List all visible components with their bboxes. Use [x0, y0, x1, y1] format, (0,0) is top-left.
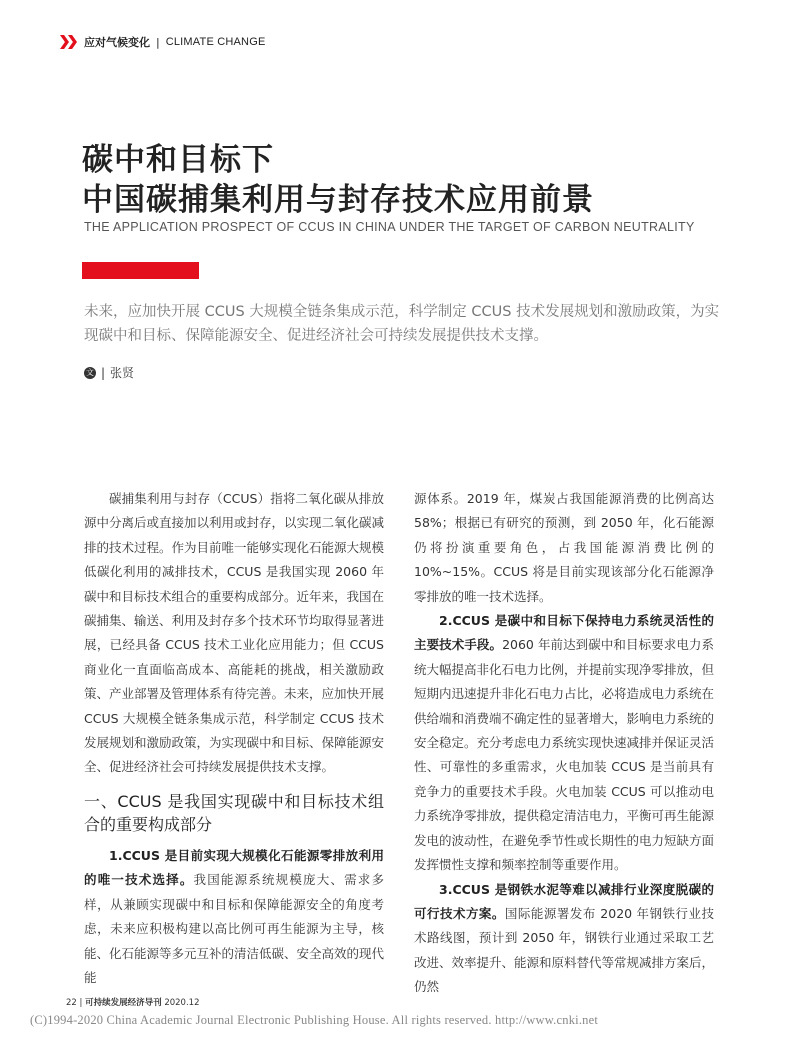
author-line: [84, 364, 134, 381]
author-name: 张贤: [110, 366, 135, 380]
section-name-cn: 应对气候变化: [84, 36, 150, 49]
section-heading-1: 一、CCUS 是我国实现碳中和目标技术组合的重要构成部分: [84, 791, 384, 834]
paragraph-lead: 1.CCUS 是目前实现大规模化石能源零排放利用的唯一技术选择。: [84, 847, 384, 888]
paragraph-lead: 3.CCUS 是钢铁水泥等难以减排行业深度脱碳的可行技术方案。: [414, 881, 714, 921]
journal-name: 可持续发展经济导刊: [85, 998, 162, 1008]
body-paragraph: [84, 844, 384, 990]
author-separator: |: [101, 365, 106, 380]
paragraph-text: 2060 年前达到碳中和目标要求电力系统大幅提高非化石电力比例，并提前实现净零排放，但短期内迅速提升非化石电力占比，必将造成电力系统在供给端和消费端不确定性的显著增大，影响电力系统的安全稳定。充分考虑电力系统实现快速减排并保证灵活性、可靠性的多重需求，火电加装 CCUS 是当前具有竞争力的重要技术手段。火电加装 CCUS 可以推动电力系统净零排放，提供稳定清洁电力，平衡可再生能源发电的波动性，在避免季节性或长期性的电力短缺方面发挥惯性支撑和频率控制等重要作用。: [414, 637, 715, 873]
section-separator: |: [156, 35, 160, 49]
copyright-notice: (C)1994-2020 China Academic Journal Electronic Publishing House. All rights reserved. http://www.cnki.net: [30, 1013, 599, 1027]
page-footer: [66, 996, 199, 1008]
paragraph-lead: 2.CCUS 是碳中和目标下保持电力系统灵活性的主要技术手段。: [414, 613, 714, 653]
article-title-line1: 碳中和目标下: [82, 142, 274, 178]
article-title-line2: 中国碳捕集利用与封存技术应用前景: [82, 182, 594, 218]
footer-separator: |: [79, 998, 83, 1008]
body-column-right: [414, 487, 714, 1000]
section-name-en: CLIMATE CHANGE: [165, 36, 266, 48]
paragraph-text: 我国能源系统规模庞大、需求多样，从兼顾实现碳中和目标和保障能源安全的角度考虑，未来应积极构建以高比例可再生能源为主导，核能、化石能源等多元互补的清洁低碳、安全高效的现代能: [84, 872, 385, 985]
journal-issue: 2020.12: [164, 998, 200, 1008]
body-paragraph: [414, 878, 714, 1000]
body-paragraph: 源体系。2019 年，煤炭占我国能源消费的比例高达 58%；根据已有研究的预测，到 2050 年，化石能源仍将扮演重要角色，占我国能源消费比例的 10%~15%。CCUS 将是目前实现该部分化石能源净零排放的唯一技术选择。: [414, 491, 714, 604]
body-paragraph: 碳捕集利用与封存（CCUS）指将二氧化碳从排放源中分离后或直接加以利用或封存，以实现二氧化碳减排的技术过程。作为目前唯一能够实现化石能源大规模低碳化利用的减排技术，CCUS 是我国实现 2060 年碳中和目标技术组合的重要构成部分。近年来，我国在碳捕集、输送、利用及封存多个技术环节均取得显著进展，已经具备 CCUS 技术工业化应用能力；但 CCUS 商业化一直面临高成本、高能耗的挑战，相关激励政策、产业部署及管理体系有待完善。未来，应加快开展 CCUS 大规模全链条集成示范，科学制定 CCUS 技术发展规划和激励政策，为实现碳中和目标、保障能源安全、促进经济社会可持续发展提供技术支撑。: [84, 491, 385, 775]
title-accent-bar: [82, 262, 199, 279]
article-title-english: THE APPLICATION PROSPECT OF CCUS IN CHINA UNDER THE TARGET OF CARBON NEUTRALITY: [84, 220, 695, 234]
chevron-icon: [60, 35, 76, 49]
paragraph-text: 国际能源署发布 2020 年钢铁行业技术路线图，预计到 2050 年，钢铁行业通过采取工艺改进、效率提升、能源和原料替代等常规减排方案后，仍然: [414, 905, 715, 995]
body-paragraph: [414, 609, 714, 877]
author-icon: 文: [86, 367, 94, 377]
page-number: 22: [66, 998, 77, 1008]
section-header: [60, 32, 266, 52]
article-abstract: 未来，应加快开展 CCUS 大规模全链条集成示范，科学制定 CCUS 技术发展规划和激励政策，为实现碳中和目标、保障能源安全、促进经济社会可持续发展提供技术支撑。: [84, 304, 720, 344]
body-column-left: [84, 487, 384, 990]
